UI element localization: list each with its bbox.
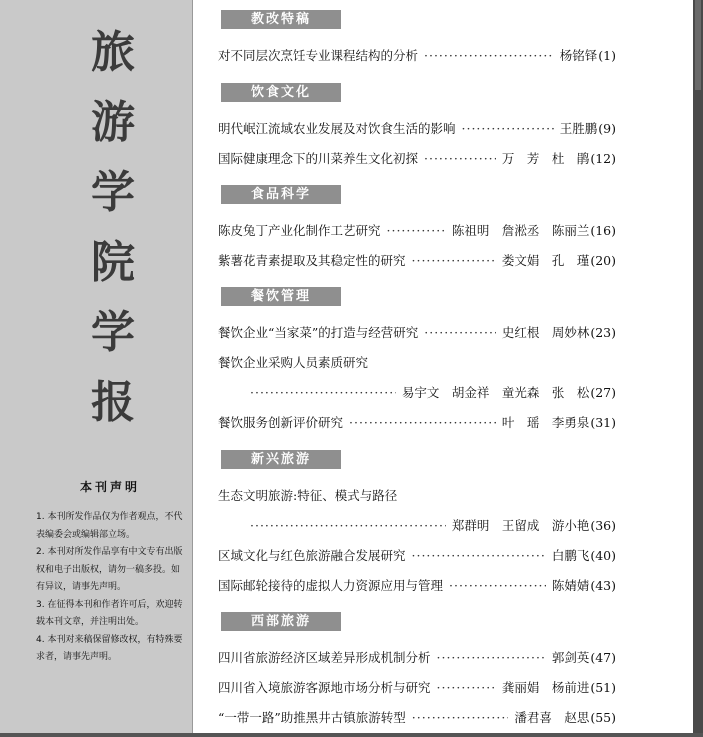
page-number: (31) — [590, 414, 616, 430]
left-sidebar-panel — [0, 0, 193, 733]
section-header: 西部旅游 — [221, 612, 341, 631]
article-title: 国际邮轮接待的虚拟人力资源应用与管理 — [218, 578, 444, 593]
toc-entry-continuation[interactable] — [250, 515, 616, 535]
section-header: 饮食文化 — [221, 83, 341, 102]
table-of-contents — [193, 0, 693, 733]
article-title: 四川省入境旅游客源地市场分析与研究 — [218, 680, 431, 695]
toc-entry[interactable] — [218, 352, 616, 372]
article-authors: 郑群明 王留成 游小艳 — [451, 518, 590, 533]
leader-dots — [349, 415, 496, 430]
article-title: 陈皮兔丁产业化制作工艺研究 — [218, 223, 381, 238]
page-number: (43) — [590, 577, 616, 593]
section-header: 食品科学 — [221, 185, 341, 204]
notice-title: 本刊声明 — [79, 480, 140, 494]
toc-entry[interactable] — [218, 322, 616, 342]
leader-dots — [437, 680, 496, 695]
toc-entry[interactable] — [218, 250, 616, 270]
notice-item: 1. 本刊所发作品仅为作者观点，不代表编委会或编辑部立场。 — [36, 512, 183, 540]
notice-item: 3. 在征得本刊和作者许可后，欢迎转载本刊文章，并注明出处。 — [36, 599, 183, 627]
page-number: (47) — [590, 649, 616, 665]
article-title: 餐饮服务创新评价研究 — [218, 415, 344, 430]
toc-entry[interactable] — [218, 545, 616, 565]
toc-entry[interactable] — [218, 485, 616, 505]
journal-title-char: 游 — [91, 97, 135, 148]
article-title: 生态文明旅游:特征、模式与路径 — [218, 488, 398, 503]
toc-entry[interactable] — [218, 575, 616, 595]
leader-dots — [387, 223, 446, 238]
article-title: 区域文化与红色旅游融合发展研究 — [218, 548, 406, 563]
article-authors: 叶 瑶 李勇泉 — [501, 415, 590, 430]
page-number: (9) — [598, 120, 616, 136]
article-authors: 王胜鹏 — [559, 121, 598, 136]
page-number: (12) — [590, 150, 616, 166]
page-number: (27) — [590, 384, 616, 400]
journal-title-char: 学 — [91, 307, 135, 358]
journal-title-char: 院 — [91, 237, 135, 288]
leader-dots — [412, 548, 546, 563]
vertical-scrollbar[interactable] — [693, 0, 703, 733]
toc-entry[interactable] — [218, 707, 616, 727]
leader-dots — [449, 578, 546, 593]
leader-dots — [250, 518, 446, 533]
article-authors: 万 芳 杜 鹃 — [501, 151, 590, 166]
toc-entry[interactable] — [218, 148, 616, 168]
page-number: (1) — [598, 47, 616, 63]
leader-dots — [250, 385, 396, 400]
leader-dots — [437, 650, 546, 665]
journal-title-char: 旅 — [91, 27, 135, 78]
section-header: 教改特稿 — [221, 10, 341, 29]
bottom-edge-bar — [0, 733, 703, 737]
toc-entry[interactable] — [218, 647, 616, 667]
section-header: 新兴旅游 — [221, 450, 341, 469]
article-title: 国际健康理念下的川菜养生文化初探 — [218, 151, 419, 166]
page-number: (16) — [590, 222, 616, 238]
article-authors: 潘君喜 赵思 — [514, 710, 590, 725]
page-number: (36) — [590, 517, 616, 533]
article-title: “一带一路”助推黑井古镇旅游转型 — [218, 710, 406, 725]
article-authors: 陈婧婧 — [551, 578, 590, 593]
leader-dots — [424, 48, 554, 63]
article-authors: 史红根 周妙林 — [501, 325, 590, 340]
article-title: 四川省旅游经济区域差异形成机制分析 — [218, 650, 431, 665]
article-title: 餐饮企业采购人员素质研究 — [218, 355, 369, 370]
leader-dots — [412, 710, 509, 725]
notice-item: 2. 本刊对所发作品享有中文专有出版权和电子出版权，请勿一稿多投。如有异议，请事先声明。 — [36, 547, 183, 592]
article-title: 紫薯花青素提取及其稳定性的研究 — [218, 253, 406, 268]
article-title: 明代岷江流域农业发展及对饮食生活的影响 — [218, 121, 456, 136]
leader-dots — [462, 121, 554, 136]
toc-entry[interactable] — [218, 412, 616, 432]
toc-entry-continuation[interactable] — [250, 382, 616, 402]
journal-title — [78, 18, 148, 438]
toc-entry[interactable] — [218, 45, 616, 65]
page-number: (23) — [590, 324, 616, 340]
journal-title-char: 报 — [91, 377, 135, 428]
page-number: (55) — [590, 709, 616, 725]
section-header: 餐饮管理 — [221, 287, 341, 306]
page-number: (20) — [590, 252, 616, 268]
article-title: 餐饮企业“当家菜”的打造与经营研究 — [218, 325, 419, 340]
leader-dots — [424, 151, 496, 166]
journal-title-char: 学 — [91, 167, 135, 218]
leader-dots — [424, 325, 496, 340]
toc-entry[interactable] — [218, 677, 616, 697]
page-number: (40) — [590, 547, 616, 563]
article-authors: 龚丽娟 杨前进 — [501, 680, 590, 695]
article-authors: 杨铭铎 — [559, 48, 598, 63]
article-authors: 郭剑英 — [551, 650, 590, 665]
notice-item: 4. 本刊对来稿保留修改权，有特殊要求者，请事先声明。 — [36, 634, 183, 662]
article-authors: 娄文娟 孔 瑾 — [501, 253, 590, 268]
article-title: 对不同层次烹饪专业课程结构的分析 — [218, 48, 419, 63]
page-number: (51) — [590, 679, 616, 695]
article-authors: 易宇文 胡金祥 童光森 张 松 — [401, 385, 590, 400]
article-authors: 陈祖明 詹淞丞 陈丽兰 — [451, 223, 590, 238]
journal-notice — [36, 478, 184, 667]
scrollbar-thumb[interactable] — [695, 0, 701, 90]
toc-entry[interactable] — [218, 118, 616, 138]
article-authors: 白鹏飞 — [551, 548, 590, 563]
toc-entry[interactable] — [218, 220, 616, 240]
leader-dots — [412, 253, 496, 268]
